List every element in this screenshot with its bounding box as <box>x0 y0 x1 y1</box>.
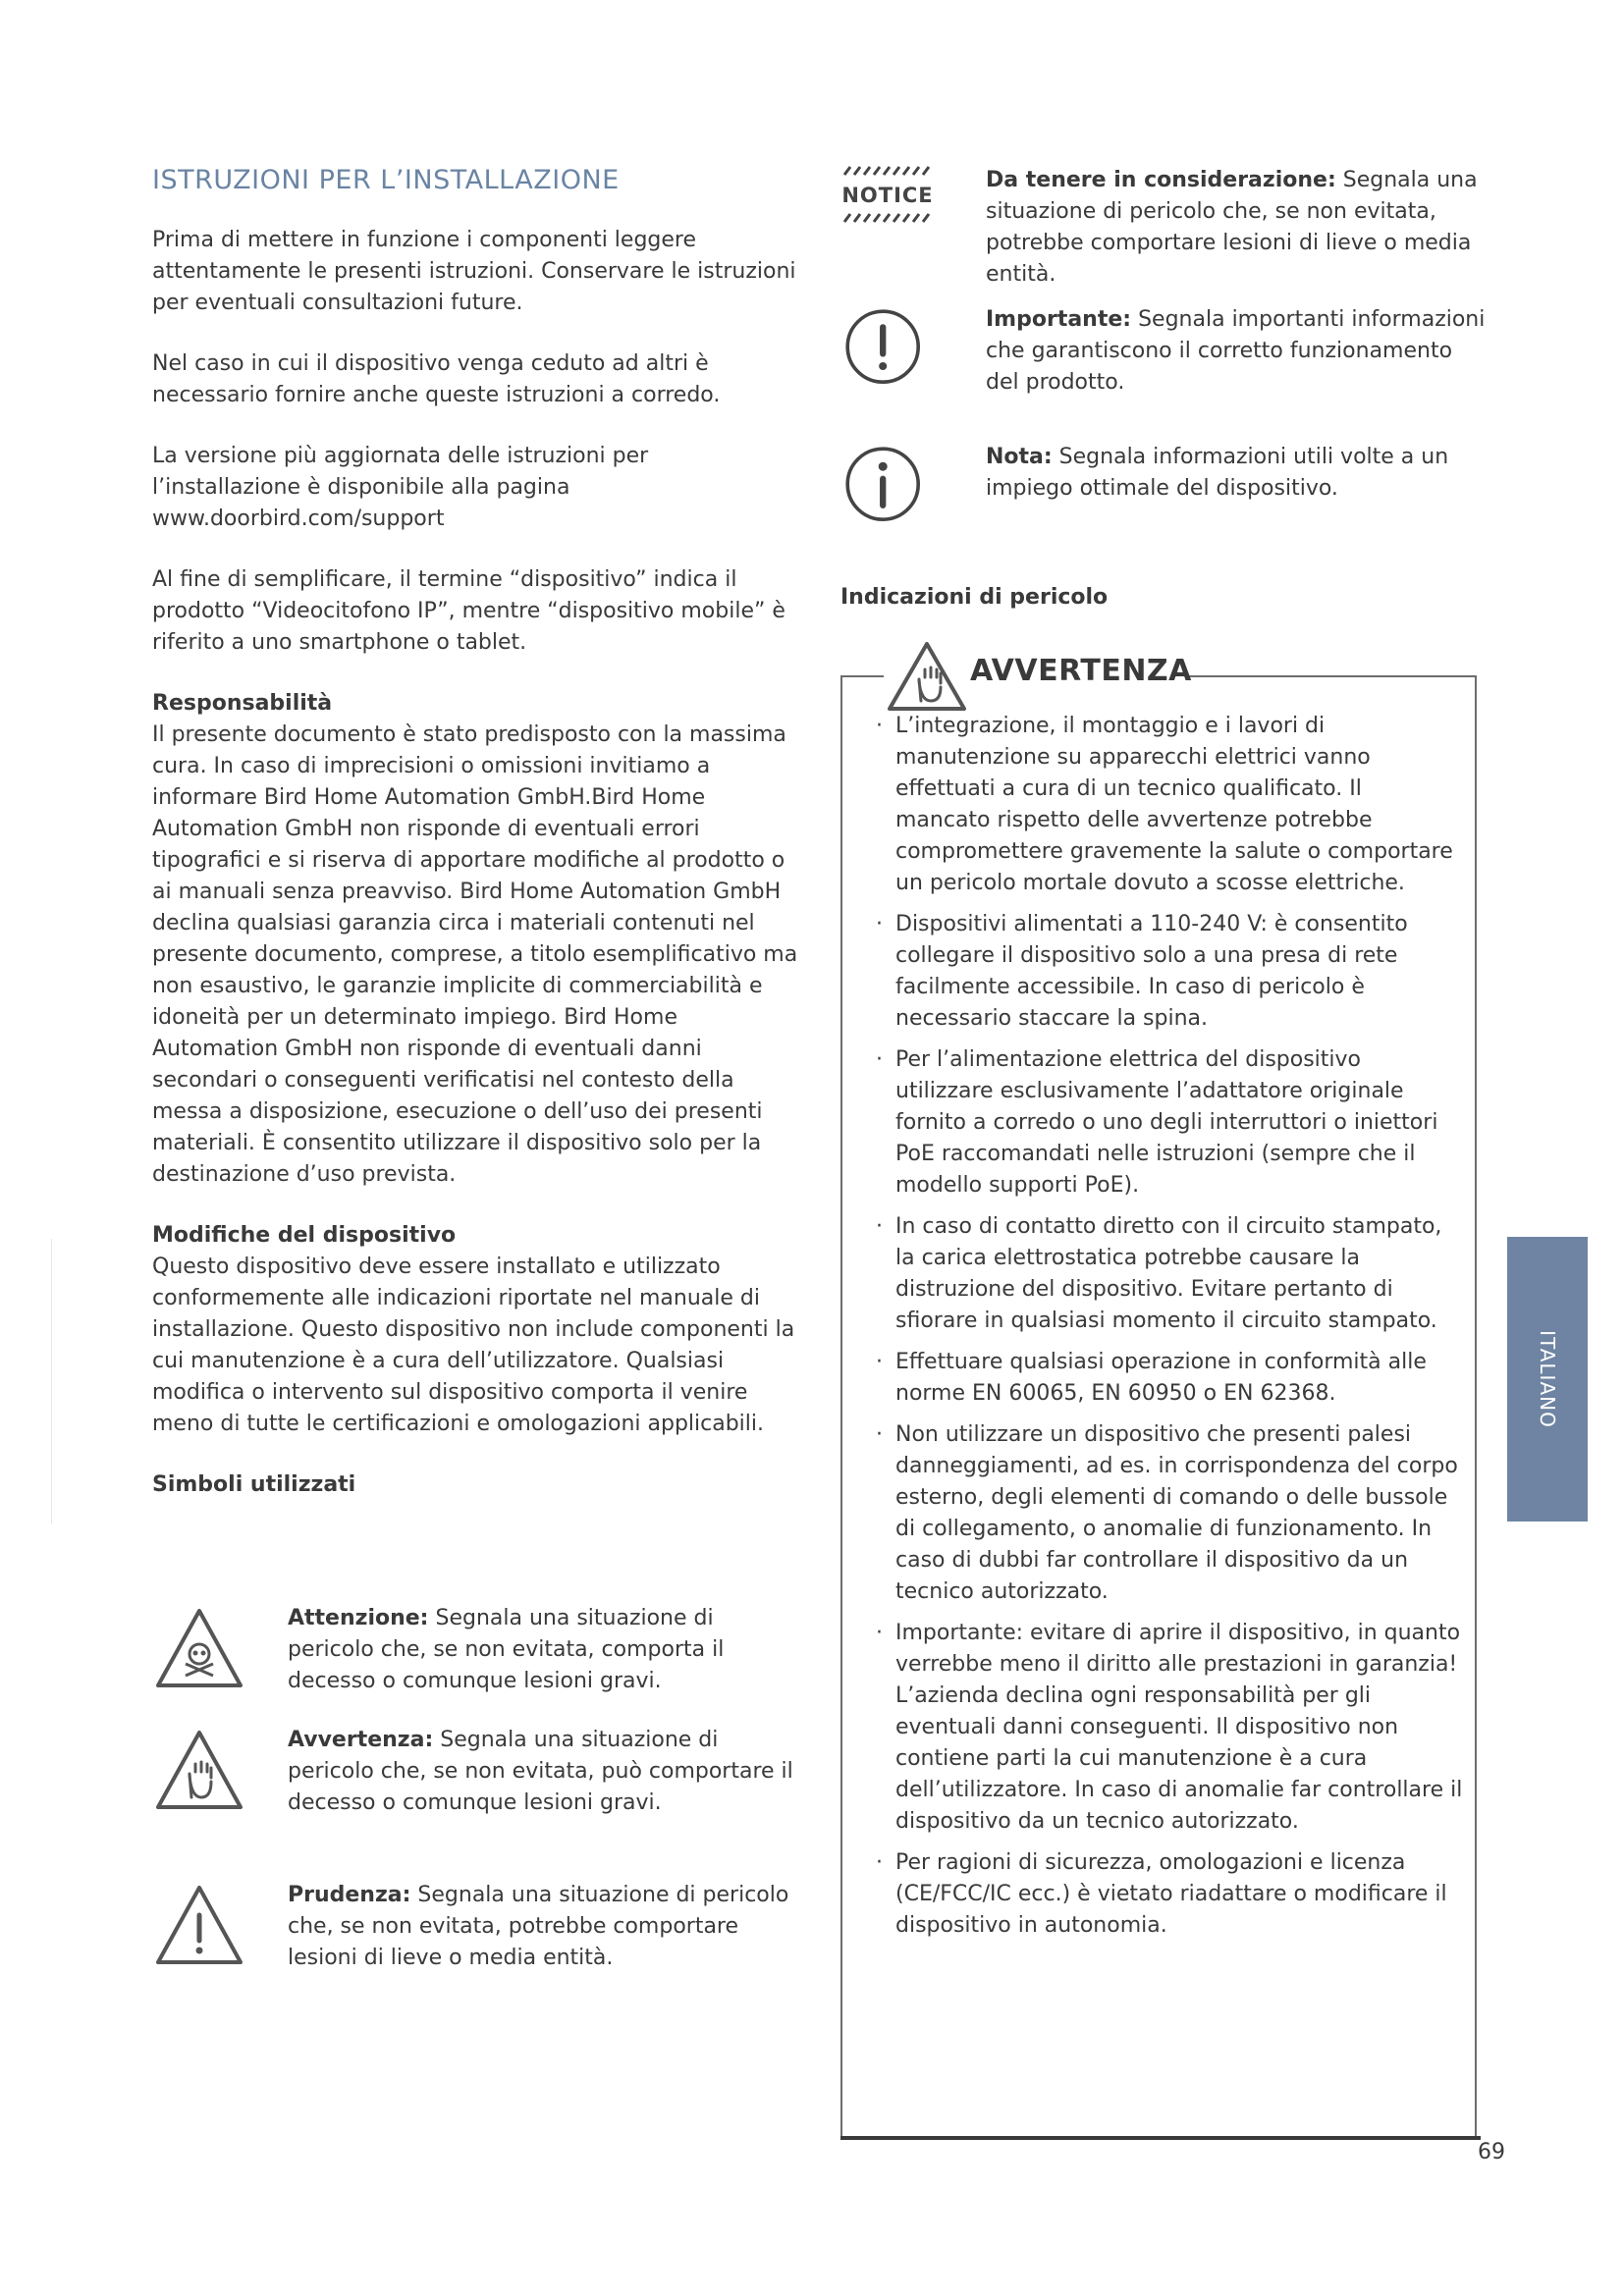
list-item: · Per l’alimentazione elettrica del dispositivo utilizzare esclusivamente l’adattatore originale fornito a corredo o uno degli interruttori o iniettori PoE raccomandati nelle istruzioni (sempre che il modello supporti PoE). <box>884 1044 1463 1201</box>
list-item: · Non utilizzare un dispositivo che presenti palesi danneggiamenti, ad es. in corrispondenza del corpo esterno, degli elementi di comando o delle bussole di collegamento, o anomalie di funzionamento. In caso di dubbi far controllare il dispositivo da un tecnico autorizzato. <box>884 1419 1463 1608</box>
exclamation-circle-icon <box>840 304 929 393</box>
responsibility-text: Il presente documento è stato predisposto con la massima cura. In caso di imprecisioni o omissioni invitiamo a informare Bird Home Automation GmbH.Bird Home Automation GmbH non risponde di eventuali errori tipografici e si riserva di apportare modifiche al prodotto o ai manuali senza preavviso. Bird Home Automation GmbH declina qualsiasi garanzia circa i materiali contenuti nel presente documento, comprese, a titolo esemplificativo ma non esaustivo, le garanzie implicite di commerciabilità e idoneità per un determinato impiego. Bird Home Automation GmbH non risponde di eventuali danni secondari o conseguenti verificatisi nel contesto della messa a disposizione, esecuzione o dell’uso dei presenti materiali. È consentito utilizzare il dispositivo solo per la destinazione d’uso prevista. <box>152 722 798 1187</box>
symbol-text-prudenza: Prudenza: Segnala una situazione di pericolo che, se non evitata, potrebbe comportare lesioni di lieve o media entità. <box>288 1883 789 1970</box>
hand-warning-icon <box>152 1725 246 1819</box>
note-text: Nota: Segnala informazioni utili volte a un impiego ottimale del dispositivo. <box>986 445 1449 501</box>
important-text: Importante: Segnala importanti informazioni che garantiscono il corretto funzionamento del prodotto. <box>986 307 1486 395</box>
exclamation-warning-icon <box>152 1880 246 1974</box>
warning-list <box>884 711 1463 1951</box>
symbol-text-avvertenza: Avvertenza: Segnala una situazione di pericolo che, se non evitata, può comportare il decesso o comunque lesioni gravi. <box>288 1728 793 1815</box>
warning-box <box>840 654 1477 2138</box>
list-item: · In caso di contatto diretto con il circuito stampato, la carica elettrostatica potrebbe causare la distruzione del dispositivo. Evitare pertanto di sfiorare in qualsiasi momento il circuito stampato. <box>884 1211 1463 1337</box>
intro-paragraph-4: Al fine di semplificare, il termine “dispositivo” indica il prodotto “Videocitofono IP”, mentre “dispositivo mobile” è riferito a uno smartphone o tablet. <box>152 567 785 655</box>
notice-text: Da tenere in considerazione: Segnala una situazione di pericolo che, se non evitata, potrebbe comportare lesioni di lieve o media entità. <box>986 168 1478 287</box>
modifications-text: Questo dispositivo deve essere installato e utilizzato conformemente alle indicazioni riportate nel manuale di installazione. Questo dispositivo non include componenti la cui manutenzione è a cura dell’utilizzatore. Qualsiasi modifica o intervento sul dispositivo comporta il venire meno di tutte le certificazioni e omologazioni applicabili. <box>152 1255 795 1436</box>
danger-heading: Indicazioni di pericolo <box>840 585 1109 610</box>
list-item: · Effettuare qualsiasi operazione in conformità alle norme EN 60065, EN 60950 o EN 62368. <box>884 1347 1463 1410</box>
left-column <box>152 165 800 2011</box>
symbols-heading: Simboli utilizzati <box>152 1472 356 1497</box>
right-column <box>840 165 1486 1938</box>
margin-line <box>51 1239 52 1523</box>
skull-warning-icon <box>152 1603 246 1697</box>
intro-paragraph-2: Nel caso in cui il dispositivo venga ceduto ad altri è necessario fornire anche queste istruzioni a corredo. <box>152 351 721 407</box>
page-number: 69 <box>1478 2140 1505 2164</box>
info-circle-icon <box>840 442 929 530</box>
notice-icon-label: NOTICE <box>841 184 934 207</box>
hand-warning-icon <box>886 640 970 715</box>
responsibility-heading: Responsabilità <box>152 691 333 716</box>
intro-paragraph-1: Prima di mettere in funzione i componenti leggere attentamente le presenti istruzioni. Conservare le istruzioni per eventuali consultazioni future. <box>152 228 796 315</box>
list-item: · L’integrazione, il montaggio e i lavori di manutenzione su apparecchi elettrici vanno effettuati a cura di un tecnico qualificato. Il mancato rispetto delle avvertenze potrebbe compromettere gravemente la salute o comportare un pericolo mortale dovuto a scosse elettriche. <box>884 711 1463 899</box>
warning-title: AVVERTENZA <box>970 654 1192 688</box>
language-tab-label: ITALIANO <box>1536 1330 1559 1428</box>
list-item: · Importante: evitare di aprire il dispositivo, in quanto verrebbe meno il diritto alle prestazioni in garanzia! L’azienda declina ogni responsabilità per gli eventuali danni conseguenti. Il dispositivo non contiene parti la cui manutenzione è a cura dell’utilizzatore. In caso di anomalie far controllare il dispositivo da un tecnico autorizzato. <box>884 1618 1463 1838</box>
symbol-text-attenzione: Attenzione: Segnala una situazione di pericolo che, se non evitata, comporta il decesso o comunque lesioni gravi. <box>288 1606 725 1693</box>
language-tab <box>1507 1237 1588 1522</box>
list-item: · Per ragioni di sicurezza, omologazioni e licenza (CE/FCC/IC ecc.) è vietato riadattare o modificare il dispositivo in autonomia. <box>884 1847 1463 1942</box>
page-title: ISTRUZIONI PER L’INSTALLAZIONE <box>152 165 620 195</box>
intro-paragraph-3: La versione più aggiornata delle istruzioni per l’installazione è disponibile alla pagina www.doorbird.com/support <box>152 444 649 531</box>
list-item: · Dispositivi alimentati a 110-240 V: è consentito collegare il dispositivo solo a una presa di rete facilmente accessibile. In caso di pericolo è necessario staccare la spina. <box>884 909 1463 1035</box>
notice-icon <box>840 165 939 224</box>
modifications-heading: Modifiche del dispositivo <box>152 1223 457 1248</box>
